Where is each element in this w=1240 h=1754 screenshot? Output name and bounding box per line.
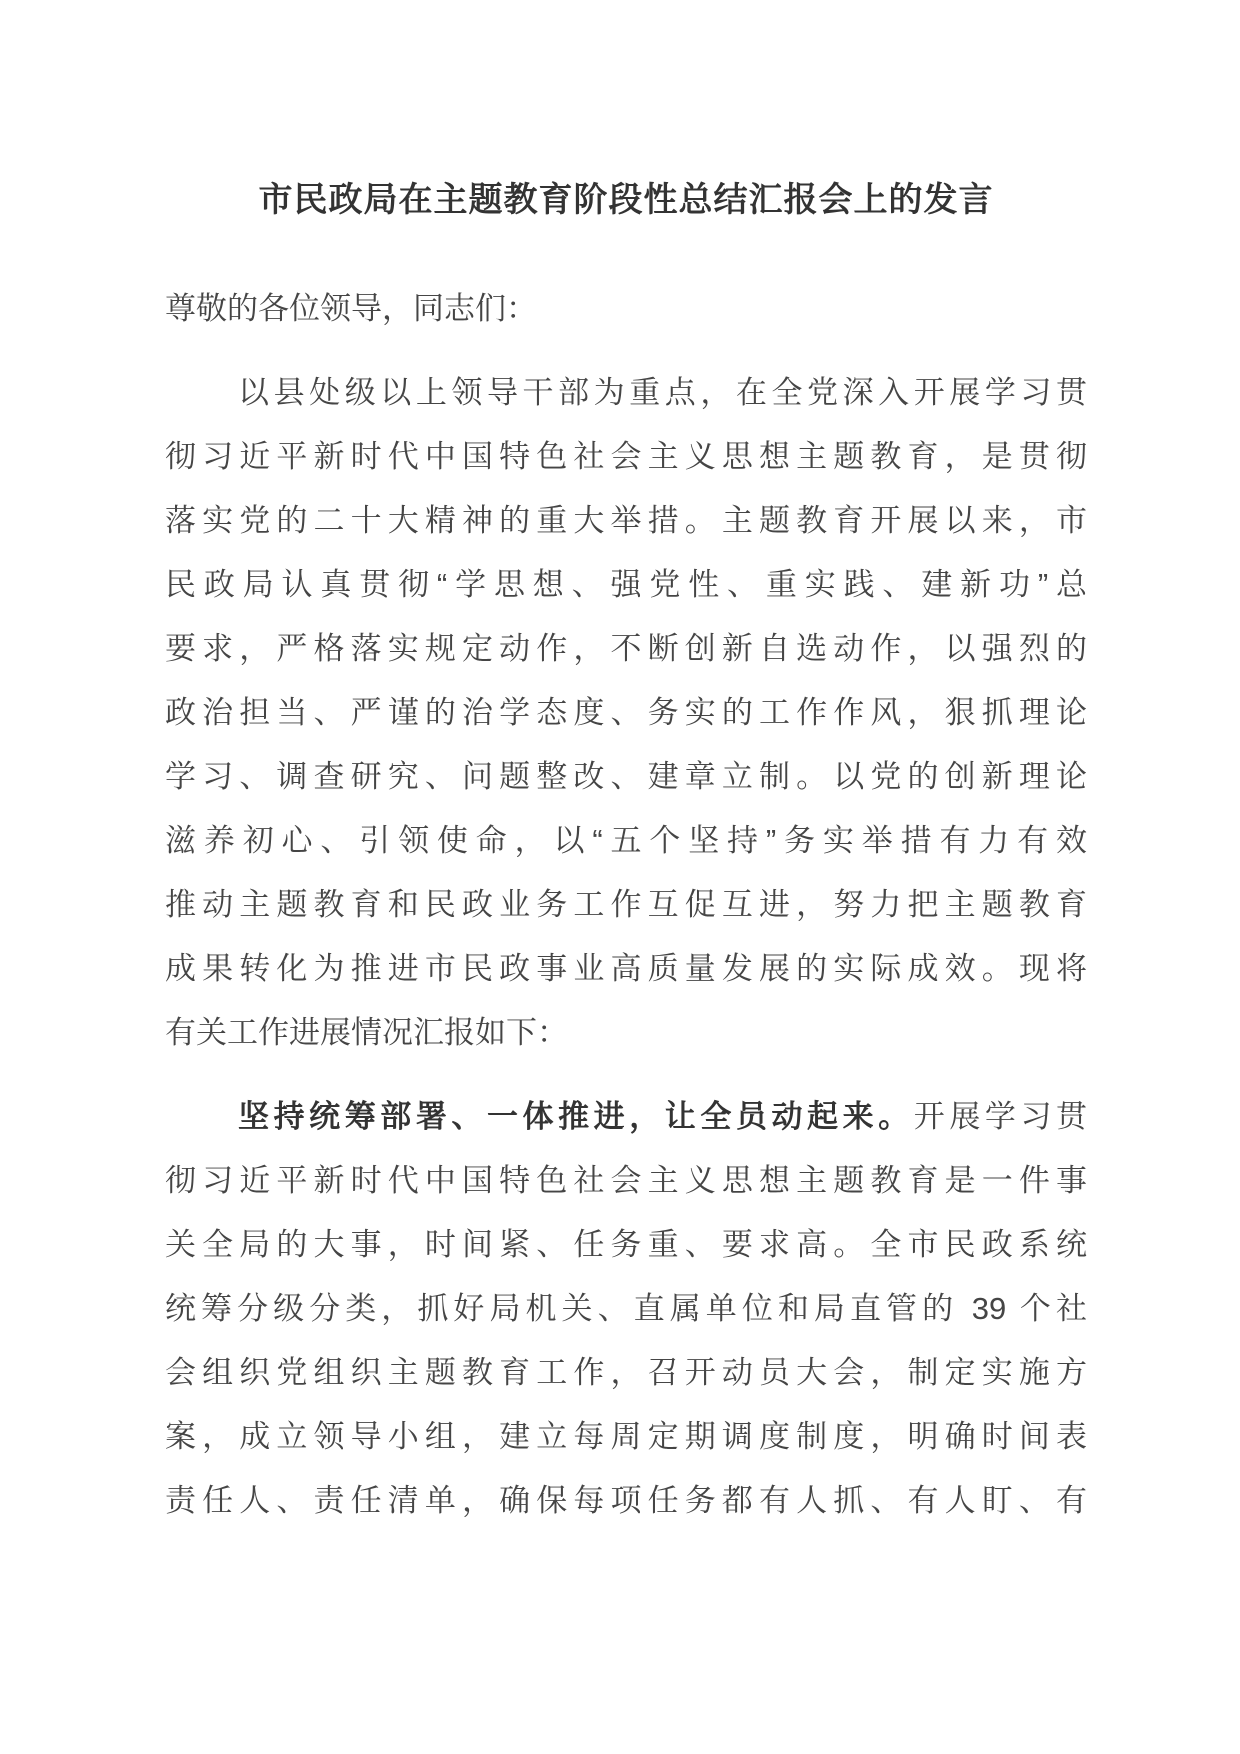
document-title: 市民政局在主题教育阶段性总结汇报会上的发言 [258, 181, 994, 219]
text-line [165, 1341, 1087, 1405]
text-line [165, 1405, 1087, 1469]
text-run: 要求，严格落实规定动作，不断创新自选动作，以强烈的 [165, 631, 1087, 666]
text-run: 滋养初心、引领使命，以“五个坚持”务实举措有力有效 [165, 823, 1087, 858]
text-run: 政治担当、严谨的治学态度、务实的工作作风，狠抓理论 [165, 695, 1087, 730]
text-run: 学习、调查研究、问题整改、建章立制。以党的创新理论 [165, 759, 1087, 794]
document-body [165, 277, 1087, 1533]
text-line [165, 553, 1087, 617]
text-line [165, 1149, 1087, 1213]
text-run: 以县处级以上领导干部为重点，在全党深入开展学习贯 [238, 375, 1087, 410]
text-line [165, 425, 1087, 489]
text-run: 落实党的二十大精神的重大举措。主题教育开展以来，市 [165, 503, 1087, 538]
paragraph-intro [165, 361, 1087, 1065]
text-run: 成果转化为推进市民政事业高质量发展的实际成效。现将 [165, 951, 1087, 986]
text-run: 民政局认真贯彻“学思想、强党性、重实践、建新功”总 [165, 567, 1087, 602]
text-line [165, 1277, 1087, 1341]
text-run: 责任人、责任清单，确保每项任务都有人抓、有人盯、有 [165, 1483, 1087, 1518]
text-run: 尊敬的各位领导，同志们： [165, 291, 537, 326]
text-line [165, 873, 1087, 937]
text-line [165, 617, 1087, 681]
paragraph-salutation [165, 277, 1087, 341]
text-run: 彻习近平新时代中国特色社会主义思想主题教育是一件事 [165, 1163, 1087, 1198]
text-line [165, 489, 1087, 553]
text-line [165, 745, 1087, 809]
text-run: 开展学习贯 [913, 1099, 1088, 1134]
text-line [165, 1085, 1087, 1149]
text-run: 彻习近平新时代中国特色社会主义思想主题教育，是贯彻 [165, 439, 1087, 474]
text-run: 关全局的大事，时间紧、任务重、要求高。全市民政系统 [165, 1227, 1087, 1262]
text-line [165, 809, 1087, 873]
text-line [165, 1469, 1087, 1533]
text-line [165, 1001, 1087, 1065]
text-line [165, 681, 1087, 745]
emphasis-text-run: 坚持统筹部署、一体推进，让全员动起来。 [238, 1099, 914, 1134]
text-line [165, 361, 1087, 425]
text-run: 统筹分级分类，抓好局机关、直属单位和局直管的 39 个社 [165, 1291, 1087, 1326]
text-run: 有关工作进展情况汇报如下： [165, 1015, 568, 1050]
text-run: 案，成立领导小组，建立每周定期调度制度，明确时间表 [165, 1419, 1087, 1454]
paragraph-section-1 [165, 1085, 1087, 1533]
text-line [165, 937, 1087, 1001]
text-run: 会组织党组织主题教育工作，召开动员大会，制定实施方 [165, 1355, 1087, 1390]
text-run: 推动主题教育和民政业务工作互促互进，努力把主题教育 [165, 887, 1087, 922]
text-line [165, 277, 1087, 341]
text-line [165, 1213, 1087, 1277]
